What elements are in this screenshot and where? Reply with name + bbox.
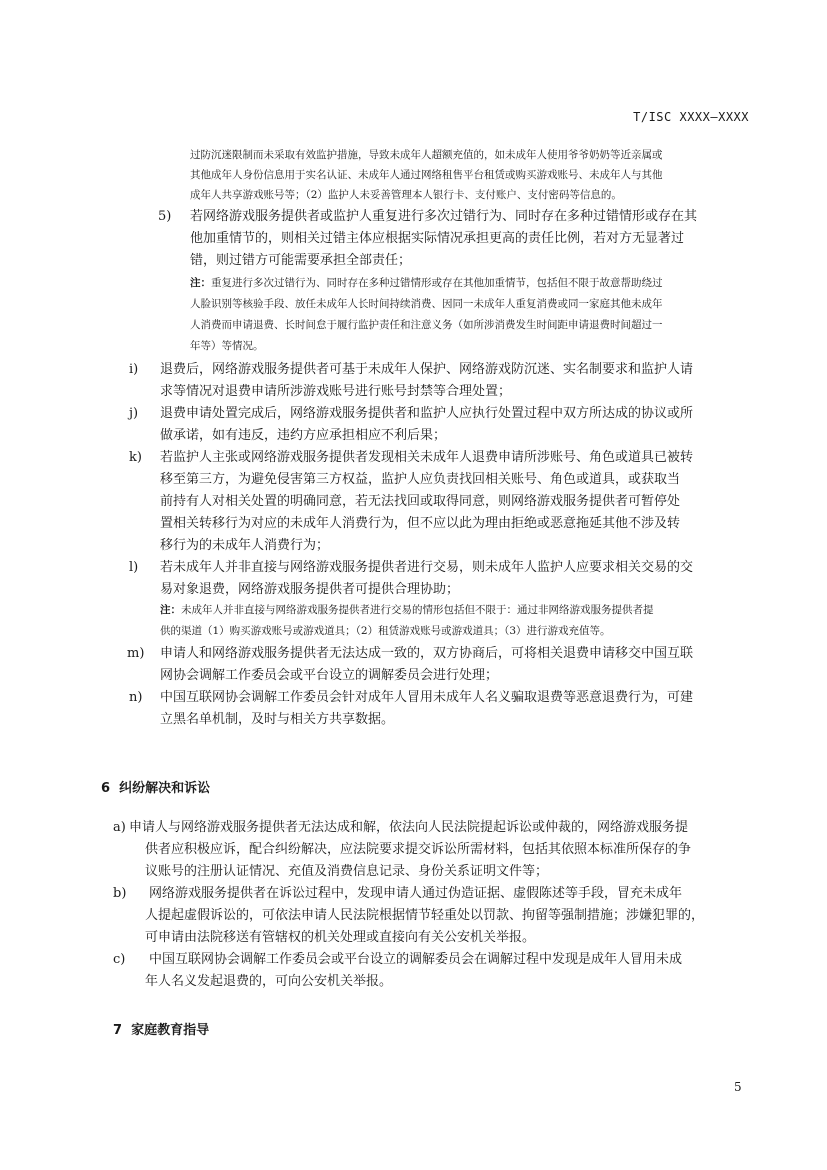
section-number: 7 — [113, 1023, 123, 1038]
item-line: 移行为的未成年人消费行为； — [160, 538, 330, 553]
item-line: 年人名义发起退费的，可向公安机关举报。 — [145, 974, 393, 989]
note-label: 注： — [190, 277, 211, 289]
item-line: 中国互联网协会调解工作委员会或平台设立的调解委员会在调解过程中发现是成年人冒用未成 — [149, 952, 683, 967]
item-line: 立黑名单机制，及时与相关方共享数据。 — [160, 712, 395, 727]
item-line: 置相关转移行为对应的未成年人消费行为，但不应以此为理由拒绝或恶意拖延其他不涉及转 — [160, 516, 681, 531]
item-line: 退费申请处置完成后，网络游戏服务提供者和监护人应执行处置过程中双方所达成的协议或所 — [160, 406, 694, 421]
item-line: 若未成年人并非直接与网络游戏服务提供者进行交易，则未成年人监护人应要求相关交易的交 — [160, 560, 694, 575]
item-5-marker: 5) — [158, 209, 172, 224]
item-5-text — [190, 206, 760, 272]
item-l-text — [160, 557, 760, 601]
item-l-marker: l) — [129, 560, 139, 575]
item-5-note — [190, 273, 755, 357]
item-k-marker: k) — [129, 450, 142, 465]
item-k-text — [160, 447, 760, 557]
item-line: 申请人与网络游戏服务提供者无法达成和解，依法向人民法院提起诉讼或仲裁的，网络游戏服务提 — [129, 820, 689, 835]
item-line: 易对象退费，网络游戏服务提供者可提供合理协助； — [160, 582, 460, 597]
note-line: 人消费而申请退费、长时间怠于履行监护责任和注意义务（如所涉消费发生时间距申请退费时间超过一 — [190, 319, 663, 331]
s6-a-marker: a) — [113, 820, 126, 835]
page-number: 5 — [734, 1080, 742, 1094]
note-continuation — [190, 145, 755, 205]
item-line: 错，则过错方可能需要承担全部责任； — [190, 253, 412, 268]
item-n-marker: n) — [129, 690, 143, 705]
item-line: 求等情况对退费申请所涉游戏账号进行账号封禁等合理处置； — [160, 384, 512, 399]
note-line: 重复进行多次过错行为、同时存在多种过错情形或存在其他加重情节，包括但不限于故意帮助绕过 — [211, 277, 663, 289]
s6-c-text — [145, 949, 760, 993]
item-line: 做承诺，如有违反，违约方应承担相应不利后果； — [160, 428, 447, 443]
item-n-text — [160, 687, 760, 731]
s6-c-marker: c) — [113, 952, 126, 967]
item-line: 前持有人对相关处置的明确同意，若无法找回或取得同意，则网络游戏服务提供者可暂停处 — [160, 494, 681, 509]
item-line: 网协会调解工作委员会或平台设立的调解委员会进行处理； — [160, 668, 499, 683]
item-line: 他加重情节的，则相关过错主体应根据实际情况承担更高的责任比例，若对方无显著过 — [190, 231, 685, 246]
note-line: 成年人共享游戏账号等；（2）监护人未妥善管理本人银行卡、支付账户、支付密码等信息的。 — [190, 189, 622, 201]
note-line: 未成年人并非直接与网络游戏服务提供者进行交易的情形包括但不限于：通过非网络游戏服务提供者提 — [181, 604, 654, 616]
item-line: 供者应积极应诉，配合纠纷解决，应法院要求提交诉讼所需材料，包括其依照本标准所保存的争 — [145, 842, 692, 857]
s6-b-marker: b) — [113, 886, 127, 901]
document-code: T/ISC XXXX—XXXX — [633, 110, 749, 124]
item-line: 中国互联网协会调解工作委员会针对成年人冒用未成年人名义骗取退费等恶意退费行为，可建 — [160, 690, 694, 705]
note-line: 其他成年人身份信息用于实名认证、未成年人通过网络租售平台租赁或购买游戏账号、未成年人与其他 — [190, 169, 663, 181]
item-line: 人提起虚假诉讼的，可依法申请人民法院根据情节轻重处以罚款、拘留等强制措施；涉嫌犯罪的， — [145, 908, 705, 923]
item-m-marker: m) — [127, 646, 145, 661]
note-line: 供的渠道（1）购买游戏账号或游戏道具；（2）租赁游戏账号或游戏道具；（3）进行游戏充值等。 — [160, 625, 611, 637]
item-i-marker: i) — [129, 362, 139, 377]
item-line: 移至第三方，为避免侵害第三方权益，监护人应负责找回相关账号、角色或道具，或获取当 — [160, 472, 681, 487]
item-l-note — [160, 600, 760, 642]
section-title: 家庭教育指导 — [131, 1023, 210, 1038]
section-6-heading — [101, 777, 210, 796]
item-i-text — [160, 359, 760, 403]
item-line: 退费后，网络游戏服务提供者可基于未成年人保护、网络游戏防沉迷、实名制要求和监护人请 — [160, 362, 694, 377]
item-line: 可申请由法院移送有管辖权的机关处理或直接向有关公安机关举报。 — [145, 930, 536, 945]
item-line: 若网络游戏服务提供者或监护人重复进行多次过错行为、同时存在多种过错情形或存在其 — [190, 209, 698, 224]
item-j-text — [160, 403, 760, 447]
s6-b-text — [145, 883, 760, 949]
note-line: 过防沉迷限制而未采取有效监护措施，导致未成年人超额充值的，如未成年人使用爷爷奶奶等近亲属或 — [190, 149, 663, 161]
section-7-heading — [113, 1019, 209, 1038]
note-line: 年等）等情况。 — [190, 340, 264, 352]
item-m-text — [160, 643, 760, 687]
item-line: 申请人和网络游戏服务提供者无法达成一致的，双方协商后，可将相关退费申请移交中国互联 — [160, 646, 694, 661]
s6-a-text — [129, 817, 759, 883]
item-line: 议账号的注册认证情况、充值及消费信息记录、身份关系证明文件等； — [145, 864, 549, 879]
item-line: 若监护人主张或网络游戏服务提供者发现相关未成年人退费申请所涉账号、角色或道具已被转 — [160, 450, 694, 465]
section-number: 6 — [101, 781, 111, 796]
note-label: 注： — [160, 604, 181, 616]
section-title: 纠纷解决和诉讼 — [119, 781, 211, 796]
note-line: 人脸识别等核验手段、放任未成年人长时间持续消费、因同一未成年人重复消费或同一家庭其他未成年 — [190, 298, 663, 310]
item-j-marker: j) — [129, 406, 139, 421]
item-line: 网络游戏服务提供者在诉讼过程中，发现申请人通过伪造证据、虚假陈述等手段，冒充未成年 — [149, 886, 683, 901]
